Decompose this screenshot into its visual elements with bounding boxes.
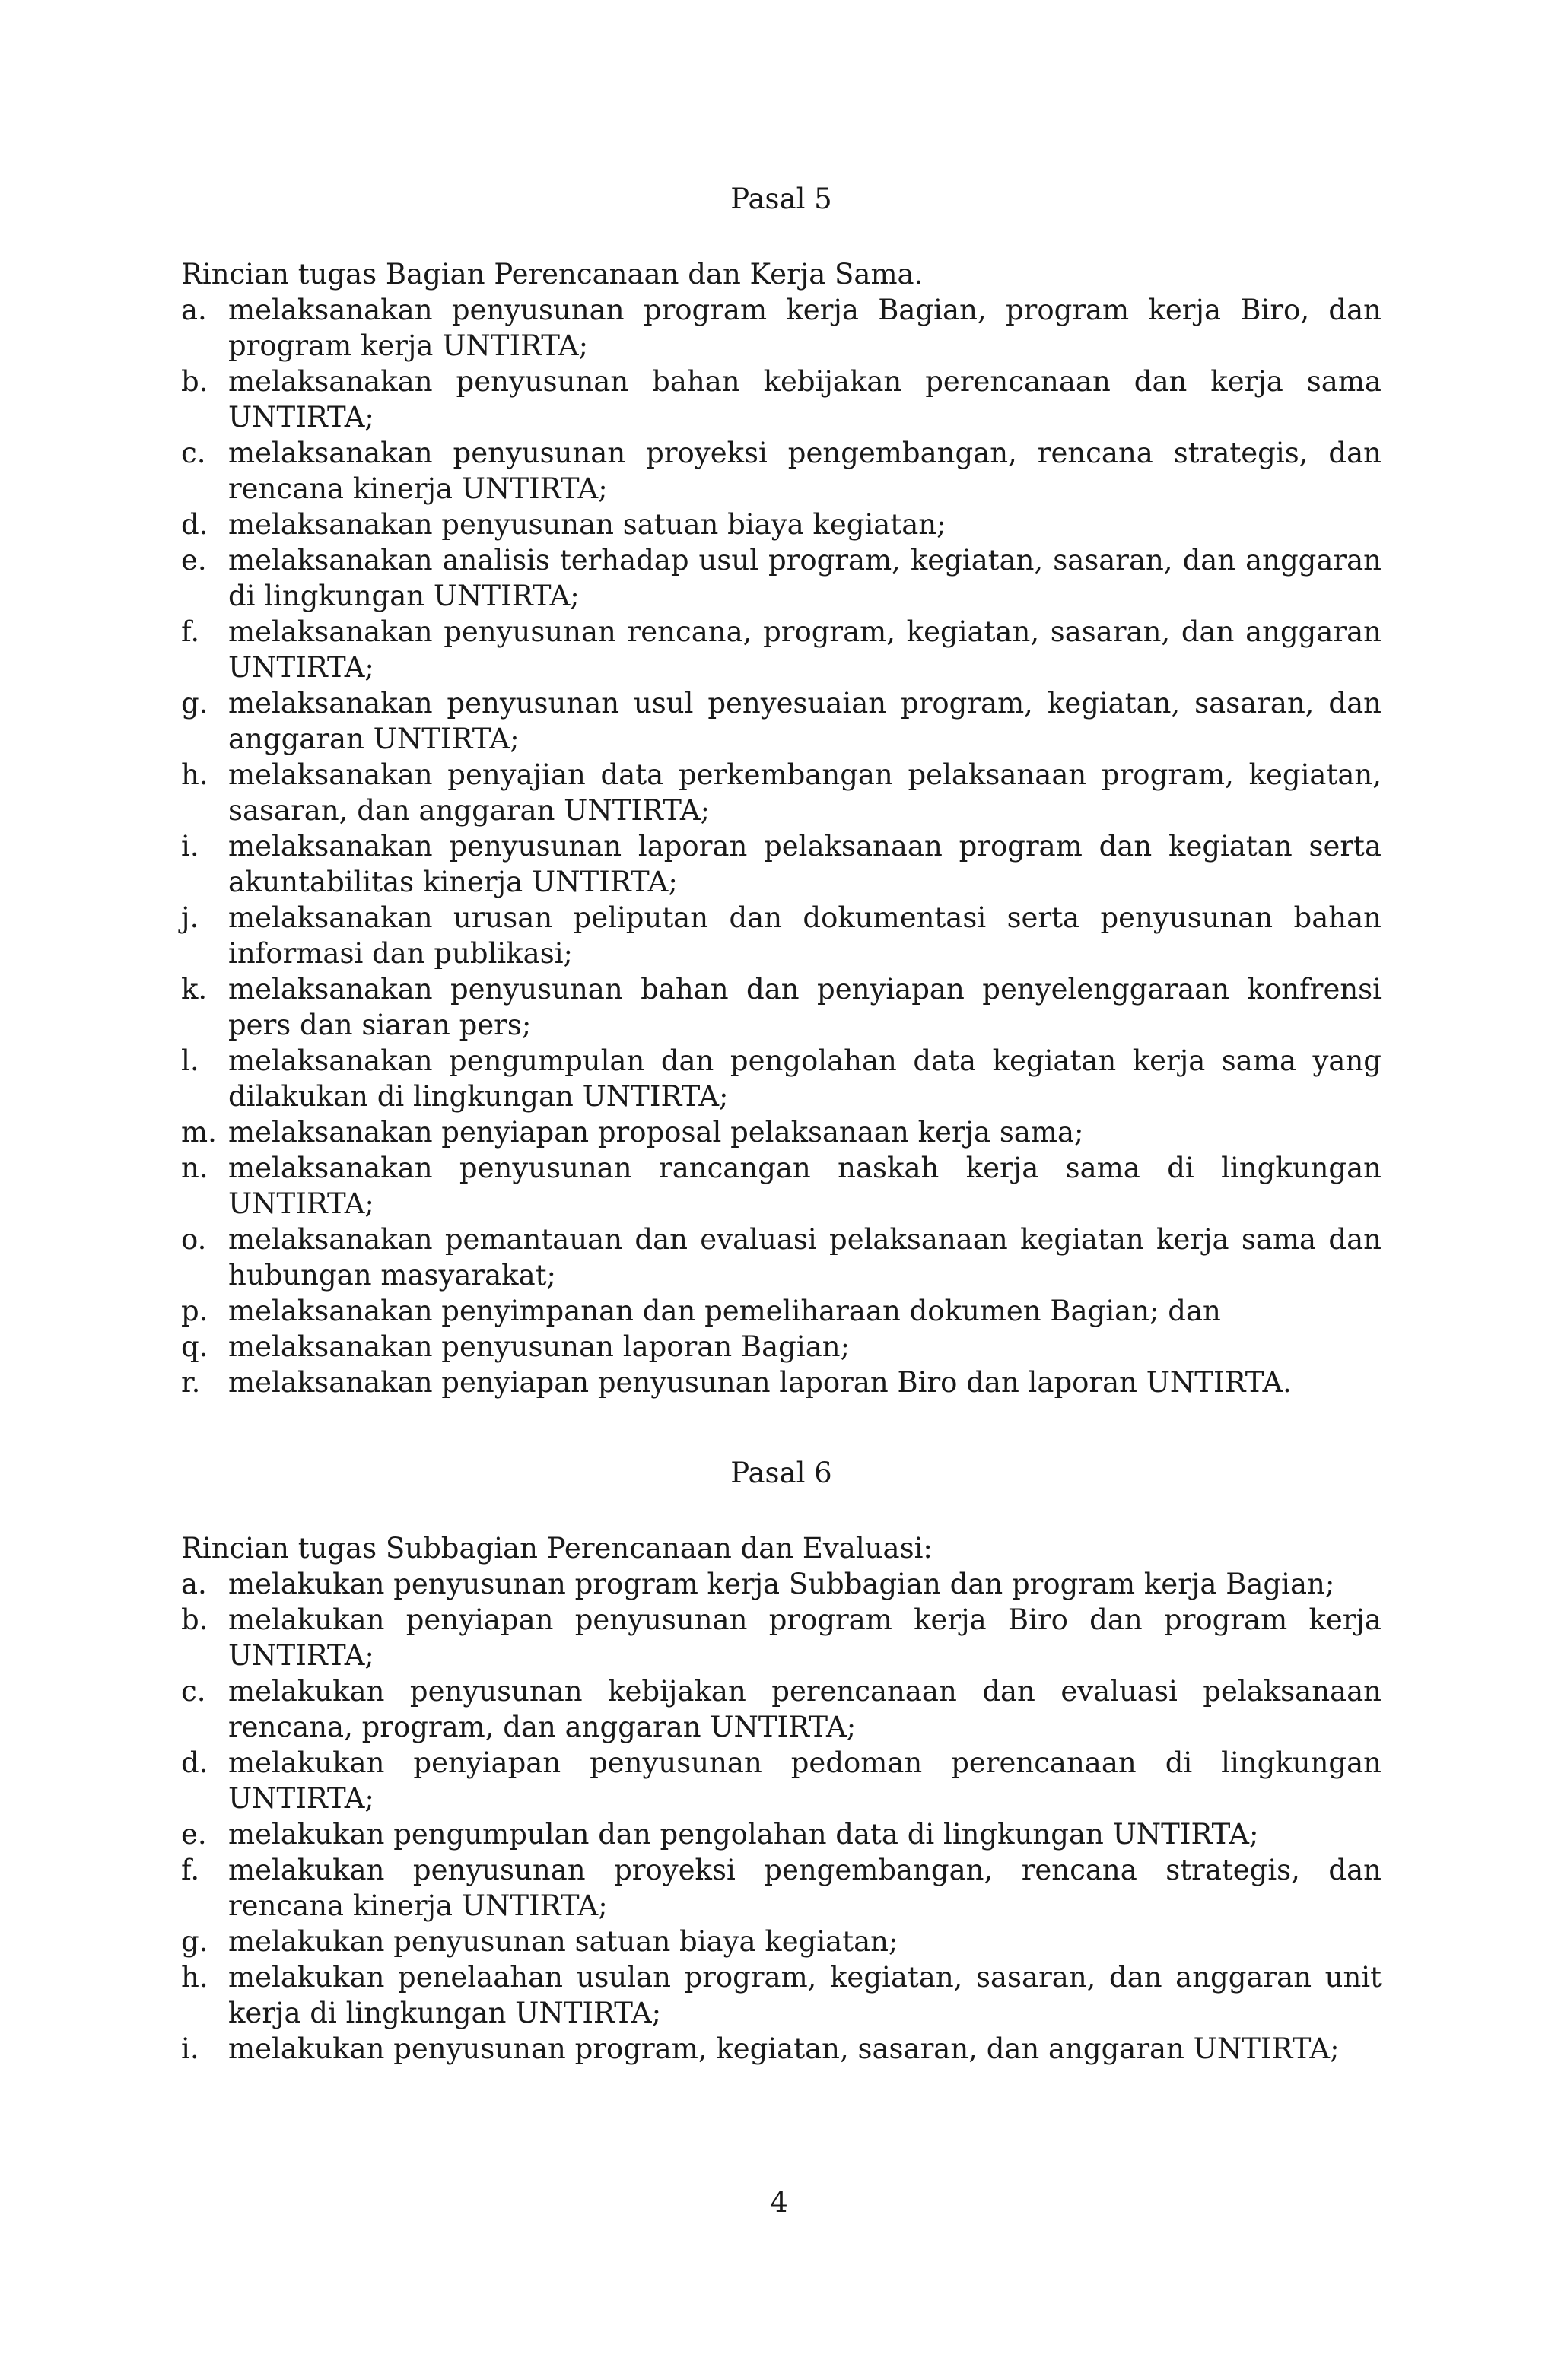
list-marker: f. [181,1854,200,1886]
list-marker: d. [181,508,208,541]
list-marker: c. [181,1675,206,1708]
list-marker: b. [181,365,208,398]
list-item [181,828,1382,900]
list-marker: i. [181,830,199,863]
list-item [181,1816,1382,1852]
list-item-text: melaksanakan penyusunan satuan biaya kegiatan; [228,508,946,541]
list-marker: n. [181,1152,208,1184]
list-marker: f. [181,615,200,648]
list-item-text: melakukan penyusunan program kerja Subbagian dan program kerja Bagian; [228,1568,1335,1600]
list-item [181,435,1382,507]
list-item [181,1329,1382,1365]
list-marker: b. [181,1603,208,1636]
list-item [181,900,1382,971]
list-item-text: melaksanakan analisis terhadap usul program, kegiatan, sasaran, dan anggaran di lingkungan UNTIRTA; [228,544,1382,612]
list-item [181,1852,1382,1924]
list-marker: i. [181,2032,199,2065]
list-marker: o. [181,1223,207,1256]
list-marker: p. [181,1295,208,1327]
list-item [181,542,1382,614]
pasal-6-section [181,1455,1382,2067]
list-marker: l. [181,1044,199,1077]
list-marker: e. [181,1818,207,1851]
list-item [181,757,1382,828]
pasal-6-heading: Pasal 6 [730,1457,832,1489]
list-item [181,2031,1382,2067]
list-item-text: melaksanakan penyusunan rencana, program, kegiatan, sasaran, dan anggaran UNTIRTA; [228,615,1382,684]
list-item-text: melakukan pengumpulan dan pengolahan data di lingkungan UNTIRTA; [228,1818,1259,1851]
list-item-text: melaksanakan pemantauan dan evaluasi pelaksanaan kegiatan kerja sama dan hubungan masyarakat; [228,1223,1382,1292]
list-item [181,1043,1382,1114]
list-item [181,971,1382,1043]
list-marker: m. [181,1116,217,1149]
list-item-text: melaksanakan penyiapan penyusunan laporan Biro dan laporan UNTIRTA. [228,1366,1292,1399]
list-item-text: melaksanakan penyusunan bahan kebijakan perencanaan dan kerja sama UNTIRTA; [228,365,1382,434]
pasal-6-intro: Rincian tugas Subbagian Perencanaan dan Evaluasi: [181,1532,933,1565]
list-item [181,1745,1382,1816]
pasal-5-list [181,292,1382,1400]
list-marker: h. [181,758,208,791]
list-item [181,1150,1382,1222]
list-marker: g. [181,687,208,720]
list-item [181,614,1382,685]
page-number: 4 [770,2186,788,2219]
list-item [181,1566,1382,1602]
list-item-text: melaksanakan penyimpanan dan pemeliharaan dokumen Bagian; dan [228,1295,1221,1327]
list-marker: j. [181,901,199,934]
list-item [181,1293,1382,1329]
list-marker: c. [181,437,206,469]
list-item [181,1602,1382,1673]
list-item-text: melakukan penyusunan satuan biaya kegiatan; [228,1925,898,1958]
list-marker: k. [181,973,208,1006]
list-marker: e. [181,544,207,577]
list-item-text: melakukan penyusunan program, kegiatan, sasaran, dan anggaran UNTIRTA; [228,2032,1340,2065]
pasal-6-list [181,1566,1382,2067]
pasal-5-section [181,181,1382,1400]
list-item-text: melakukan penyusunan kebijakan perencanaan dan evaluasi pelaksanaan rencana, program, dan anggaran UNTIRTA; [228,1675,1382,1743]
list-item-text: melaksanakan penyusunan laporan Bagian; [228,1330,851,1363]
list-item-text: melaksanakan penyusunan bahan dan penyiapan penyelenggaraan konfrensi pers dan siaran pers; [228,973,1382,1041]
pasal-5-heading: Pasal 5 [730,183,832,215]
list-marker: h. [181,1961,208,1994]
list-item [181,364,1382,435]
list-item-text: melaksanakan penyusunan usul penyesuaian program, kegiatan, sasaran, dan anggaran UNTIRTA; [228,687,1382,755]
list-item-text: melaksanakan penyiapan proposal pelaksanaan kerja sama; [228,1116,1084,1149]
list-item-text: melaksanakan penyusunan laporan pelaksanaan program dan kegiatan serta akuntabilitas kinerja UNTIRTA; [228,830,1382,898]
list-item [181,1114,1382,1150]
list-item [181,1924,1382,1959]
list-marker: a. [181,294,207,326]
list-item [181,1673,1382,1745]
list-item [181,1365,1382,1400]
list-marker: a. [181,1568,207,1600]
list-item [181,685,1382,757]
list-item-text: melaksanakan penyusunan rancangan naskah kerja sama di lingkungan UNTIRTA; [228,1152,1382,1220]
list-item [181,1222,1382,1293]
list-marker: d. [181,1746,208,1779]
list-item-text: melakukan penyiapan penyusunan pedoman perencanaan di lingkungan UNTIRTA; [228,1746,1382,1815]
list-item-text: melaksanakan penyusunan program kerja Bagian, program kerja Biro, dan program kerja UNTIRTA; [228,294,1382,362]
list-item [181,292,1382,364]
list-item-text: melaksanakan penyusunan proyeksi pengembangan, rencana strategis, dan rencana kinerja UNTIRTA; [228,437,1382,505]
list-item [181,507,1382,542]
pasal-5-intro: Rincian tugas Bagian Perencanaan dan Kerja Sama. [181,258,924,291]
list-marker: r. [181,1366,201,1399]
list-item-text: melaksanakan urusan peliputan dan dokumentasi serta penyusunan bahan informasi dan publikasi; [228,901,1382,970]
list-item-text: melakukan penyiapan penyusunan program kerja Biro dan program kerja UNTIRTA; [228,1603,1382,1672]
list-item-text: melakukan penyusunan proyeksi pengembangan, rencana strategis, dan rencana kinerja UNTIRTA; [228,1854,1382,1922]
list-item-text: melaksanakan pengumpulan dan pengolahan data kegiatan kerja sama yang dilakukan di lingkungan UNTIRTA; [228,1044,1382,1113]
list-marker: q. [181,1330,208,1363]
list-item-text: melakukan penelaahan usulan program, kegiatan, sasaran, dan anggaran unit kerja di lingkungan UNTIRTA; [228,1961,1382,2029]
list-item [181,1959,1382,2031]
list-marker: g. [181,1925,208,1958]
list-item-text: melaksanakan penyajian data perkembangan pelaksanaan program, kegiatan, sasaran, dan anggaran UNTIRTA; [228,758,1382,827]
